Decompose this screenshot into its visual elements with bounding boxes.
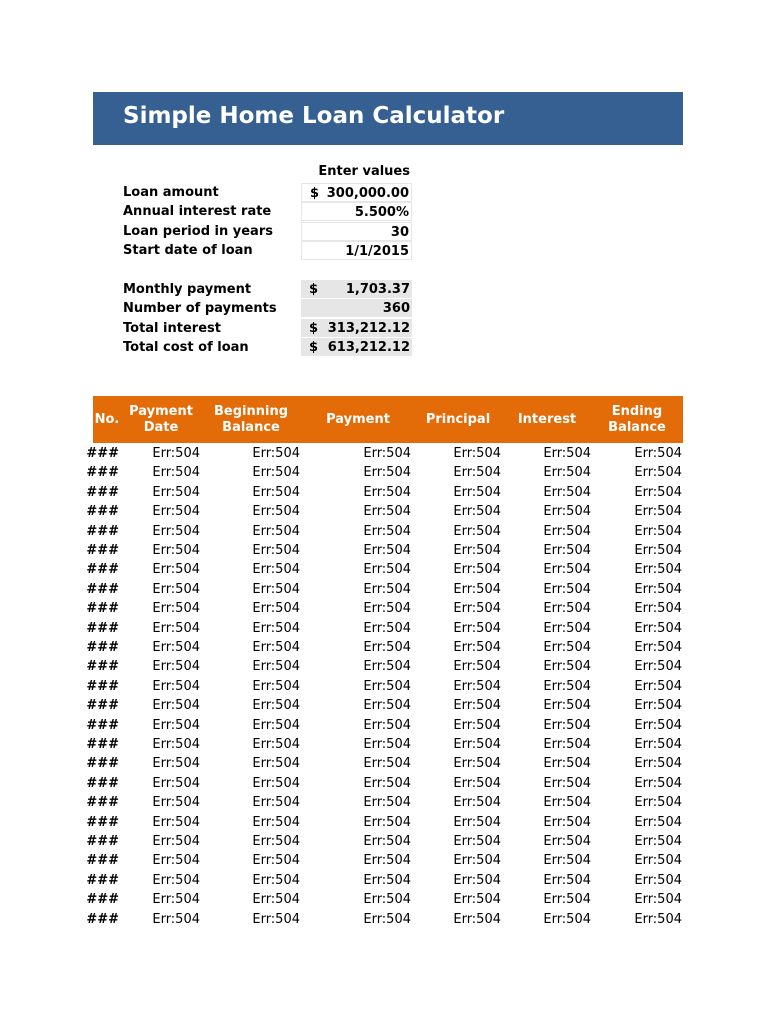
cell-no: ### <box>86 775 119 791</box>
cell-beginning-balance: Err:504 <box>252 659 300 675</box>
cell-beginning-balance: Err:504 <box>252 543 300 558</box>
cell-beginning-balance: Err:504 <box>252 911 300 927</box>
cell-payment: Err:504 <box>363 523 411 539</box>
page-title: Simple Home Loan Calculator <box>123 103 505 129</box>
cell-interest: Err:504 <box>543 543 591 558</box>
total-cost-value: 613,212.12 <box>327 340 410 355</box>
cell-ending-balance: Err:504 <box>634 659 682 675</box>
cell-interest: Err:504 <box>543 911 591 927</box>
cell-principal: Err:504 <box>453 659 501 675</box>
cell-no: ### <box>86 620 119 636</box>
cell-payment-date: Err:504 <box>152 911 200 927</box>
loan-amount-currency: $ <box>310 186 320 201</box>
table-row <box>0 774 770 793</box>
cell-no: ### <box>86 892 119 908</box>
table-row <box>0 871 770 890</box>
start-date-label: Start date of loan <box>123 243 253 258</box>
cell-interest: Err:504 <box>543 853 591 869</box>
cell-payment: Err:504 <box>363 737 411 752</box>
cell-no: ### <box>86 872 119 888</box>
monthly-payment-label: Monthly payment <box>123 282 252 297</box>
cell-interest: Err:504 <box>543 446 591 461</box>
cell-payment-date: Err:504 <box>152 562 200 578</box>
loan-period-value: 30 <box>390 225 409 240</box>
cell-payment-date: Err:504 <box>152 601 200 617</box>
total-cost-currency: $ <box>309 340 319 355</box>
cell-ending-balance: Err:504 <box>634 446 682 461</box>
cell-beginning-balance: Err:504 <box>252 581 300 597</box>
cell-ending-balance: Err:504 <box>634 698 682 714</box>
cell-principal: Err:504 <box>453 892 501 908</box>
cell-payment: Err:504 <box>363 562 411 578</box>
cell-principal: Err:504 <box>453 717 501 733</box>
cell-interest: Err:504 <box>543 775 591 791</box>
cell-ending-balance: Err:504 <box>634 737 682 752</box>
cell-payment: Err:504 <box>363 872 411 888</box>
cell-payment: Err:504 <box>363 795 411 811</box>
cell-ending-balance: Err:504 <box>634 834 682 849</box>
cell-no: ### <box>86 756 119 772</box>
cell-interest: Err:504 <box>543 698 591 714</box>
cell-ending-balance: Err:504 <box>634 640 682 655</box>
cell-ending-balance: Err:504 <box>634 465 682 481</box>
cell-payment-date: Err:504 <box>152 678 200 694</box>
cell-no: ### <box>86 737 119 752</box>
cell-ending-balance: Err:504 <box>634 562 682 578</box>
cell-payment-date: Err:504 <box>152 756 200 772</box>
table-row <box>0 560 770 579</box>
table-row <box>0 580 770 599</box>
cell-beginning-balance: Err:504 <box>252 601 300 617</box>
cell-payment: Err:504 <box>363 678 411 694</box>
monthly-payment-currency: $ <box>309 282 319 297</box>
cell-ending-balance: Err:504 <box>634 911 682 927</box>
table-row <box>0 793 770 812</box>
col-header-beginning-balance: Beginning Balance <box>213 403 288 435</box>
cell-beginning-balance: Err:504 <box>252 620 300 636</box>
table-row <box>0 716 770 735</box>
interest-rate-value: 5.500% <box>354 205 409 220</box>
cell-payment: Err:504 <box>363 640 411 655</box>
cell-payment-date: Err:504 <box>152 814 200 830</box>
num-payments-label: Number of payments <box>123 301 277 316</box>
cell-principal: Err:504 <box>453 640 501 655</box>
cell-ending-balance: Err:504 <box>634 484 682 500</box>
cell-payment: Err:504 <box>363 543 411 558</box>
table-row <box>0 502 770 521</box>
cell-no: ### <box>86 834 119 849</box>
cell-ending-balance: Err:504 <box>634 581 682 597</box>
cell-ending-balance: Err:504 <box>634 543 682 558</box>
cell-payment: Err:504 <box>363 698 411 714</box>
cell-payment: Err:504 <box>363 853 411 869</box>
cell-payment-date: Err:504 <box>152 465 200 481</box>
loan-period-input[interactable] <box>301 222 412 241</box>
total-interest-label: Total interest <box>123 321 221 336</box>
cell-payment-date: Err:504 <box>152 775 200 791</box>
table-row <box>0 754 770 773</box>
cell-interest: Err:504 <box>543 737 591 752</box>
cell-principal: Err:504 <box>453 562 501 578</box>
cell-principal: Err:504 <box>453 504 501 520</box>
cell-payment-date: Err:504 <box>152 834 200 849</box>
cell-payment-date: Err:504 <box>152 446 200 461</box>
cell-beginning-balance: Err:504 <box>252 892 300 908</box>
cell-no: ### <box>86 717 119 733</box>
cell-payment-date: Err:504 <box>152 795 200 811</box>
col-header-payment: Payment <box>326 411 390 427</box>
cell-no: ### <box>86 504 119 520</box>
cell-no: ### <box>86 853 119 869</box>
table-row <box>0 599 770 618</box>
cell-principal: Err:504 <box>453 523 501 539</box>
cell-ending-balance: Err:504 <box>634 504 682 520</box>
cell-principal: Err:504 <box>453 756 501 772</box>
total-cost-label: Total cost of loan <box>123 340 249 355</box>
table-row <box>0 910 770 929</box>
cell-principal: Err:504 <box>453 620 501 636</box>
cell-principal: Err:504 <box>453 775 501 791</box>
cell-principal: Err:504 <box>453 601 501 617</box>
cell-interest: Err:504 <box>543 504 591 520</box>
cell-payment: Err:504 <box>363 620 411 636</box>
cell-interest: Err:504 <box>543 814 591 830</box>
cell-ending-balance: Err:504 <box>634 853 682 869</box>
table-row <box>0 541 770 560</box>
total-interest-output <box>301 319 412 338</box>
cell-beginning-balance: Err:504 <box>252 562 300 578</box>
cell-interest: Err:504 <box>543 640 591 655</box>
cell-ending-balance: Err:504 <box>634 892 682 908</box>
cell-beginning-balance: Err:504 <box>252 523 300 539</box>
cell-no: ### <box>86 814 119 830</box>
cell-payment-date: Err:504 <box>152 892 200 908</box>
cell-ending-balance: Err:504 <box>634 620 682 636</box>
cell-interest: Err:504 <box>543 601 591 617</box>
cell-no: ### <box>86 484 119 500</box>
cell-interest: Err:504 <box>543 659 591 675</box>
start-date-value: 1/1/2015 <box>345 244 409 259</box>
cell-payment: Err:504 <box>363 504 411 520</box>
cell-principal: Err:504 <box>453 814 501 830</box>
cell-principal: Err:504 <box>453 911 501 927</box>
cell-payment: Err:504 <box>363 659 411 675</box>
cell-beginning-balance: Err:504 <box>252 737 300 752</box>
cell-ending-balance: Err:504 <box>634 678 682 694</box>
total-interest-currency: $ <box>309 321 319 336</box>
cell-payment: Err:504 <box>363 717 411 733</box>
cell-ending-balance: Err:504 <box>634 872 682 888</box>
total-cost-output <box>301 338 412 357</box>
cell-payment: Err:504 <box>363 465 411 481</box>
cell-principal: Err:504 <box>453 834 501 849</box>
cell-beginning-balance: Err:504 <box>252 872 300 888</box>
interest-rate-label: Annual interest rate <box>123 204 272 219</box>
cell-ending-balance: Err:504 <box>634 814 682 830</box>
cell-no: ### <box>86 523 119 539</box>
cell-beginning-balance: Err:504 <box>252 834 300 849</box>
cell-interest: Err:504 <box>543 581 591 597</box>
cell-beginning-balance: Err:504 <box>252 504 300 520</box>
col-header-principal: Principal <box>425 411 491 427</box>
table-row <box>0 619 770 638</box>
cell-principal: Err:504 <box>453 543 501 558</box>
cell-no: ### <box>86 795 119 811</box>
cell-payment-date: Err:504 <box>152 504 200 520</box>
cell-principal: Err:504 <box>453 446 501 461</box>
cell-payment: Err:504 <box>363 446 411 461</box>
cell-payment-date: Err:504 <box>152 484 200 500</box>
cell-payment-date: Err:504 <box>152 581 200 597</box>
cell-interest: Err:504 <box>543 523 591 539</box>
cell-payment-date: Err:504 <box>152 737 200 752</box>
table-row <box>0 522 770 541</box>
loan-period-label: Loan period in years <box>123 224 273 239</box>
cell-interest: Err:504 <box>543 465 591 481</box>
cell-ending-balance: Err:504 <box>634 601 682 617</box>
start-date-input[interactable] <box>301 241 412 260</box>
cell-no: ### <box>86 640 119 655</box>
cell-payment-date: Err:504 <box>152 620 200 636</box>
cell-no: ### <box>86 678 119 694</box>
cell-interest: Err:504 <box>543 562 591 578</box>
cell-no: ### <box>86 581 119 597</box>
cell-beginning-balance: Err:504 <box>252 756 300 772</box>
cell-interest: Err:504 <box>543 756 591 772</box>
table-row <box>0 735 770 754</box>
table-row <box>0 483 770 502</box>
cell-principal: Err:504 <box>453 465 501 481</box>
cell-payment: Err:504 <box>363 484 411 500</box>
cell-no: ### <box>86 543 119 558</box>
monthly-payment-output <box>301 280 412 299</box>
cell-payment-date: Err:504 <box>152 698 200 714</box>
title-bar <box>93 92 683 145</box>
table-row <box>0 813 770 832</box>
cell-principal: Err:504 <box>453 872 501 888</box>
cell-beginning-balance: Err:504 <box>252 446 300 461</box>
cell-interest: Err:504 <box>543 484 591 500</box>
cell-beginning-balance: Err:504 <box>252 717 300 733</box>
col-header-interest: Interest <box>517 411 577 427</box>
total-interest-value: 313,212.12 <box>327 321 410 336</box>
col-header-payment-date: Payment Date <box>129 403 193 435</box>
num-payments-value: 360 <box>382 301 410 316</box>
cell-principal: Err:504 <box>453 853 501 869</box>
cell-payment-date: Err:504 <box>152 659 200 675</box>
table-row <box>0 677 770 696</box>
cell-payment: Err:504 <box>363 892 411 908</box>
loan-amount-value: 300,000.00 <box>326 186 409 201</box>
cell-beginning-balance: Err:504 <box>252 465 300 481</box>
cell-interest: Err:504 <box>543 872 591 888</box>
cell-ending-balance: Err:504 <box>634 775 682 791</box>
cell-payment-date: Err:504 <box>152 543 200 558</box>
cell-no: ### <box>86 911 119 927</box>
cell-ending-balance: Err:504 <box>634 523 682 539</box>
cell-payment: Err:504 <box>363 814 411 830</box>
cell-beginning-balance: Err:504 <box>252 795 300 811</box>
cell-interest: Err:504 <box>543 892 591 908</box>
col-header-ending-balance: Ending Balance <box>608 403 666 435</box>
loan-amount-input[interactable] <box>301 183 412 202</box>
cell-beginning-balance: Err:504 <box>252 640 300 655</box>
cell-beginning-balance: Err:504 <box>252 484 300 500</box>
cell-payment: Err:504 <box>363 911 411 927</box>
table-row <box>0 638 770 657</box>
monthly-payment-value: 1,703.37 <box>345 282 410 297</box>
cell-interest: Err:504 <box>543 834 591 849</box>
cell-beginning-balance: Err:504 <box>252 698 300 714</box>
table-row <box>0 463 770 482</box>
cell-ending-balance: Err:504 <box>634 795 682 811</box>
cell-payment: Err:504 <box>363 834 411 849</box>
cell-payment-date: Err:504 <box>152 523 200 539</box>
schedule-header <box>93 396 683 443</box>
cell-no: ### <box>86 562 119 578</box>
cell-ending-balance: Err:504 <box>634 717 682 733</box>
interest-rate-input[interactable] <box>301 202 412 221</box>
cell-ending-balance: Err:504 <box>634 756 682 772</box>
cell-principal: Err:504 <box>453 737 501 752</box>
cell-no: ### <box>86 446 119 461</box>
cell-beginning-balance: Err:504 <box>252 678 300 694</box>
table-row <box>0 444 770 463</box>
cell-principal: Err:504 <box>453 698 501 714</box>
loan-amount-label: Loan amount <box>123 185 219 200</box>
cell-payment: Err:504 <box>363 775 411 791</box>
table-row <box>0 851 770 870</box>
cell-payment: Err:504 <box>363 581 411 597</box>
cell-interest: Err:504 <box>543 678 591 694</box>
col-header-no: No. <box>94 411 120 427</box>
cell-interest: Err:504 <box>543 717 591 733</box>
cell-no: ### <box>86 659 119 675</box>
cell-beginning-balance: Err:504 <box>252 814 300 830</box>
cell-no: ### <box>86 601 119 617</box>
cell-interest: Err:504 <box>543 620 591 636</box>
cell-beginning-balance: Err:504 <box>252 775 300 791</box>
table-row <box>0 832 770 851</box>
enter-values-header: Enter values <box>318 164 410 179</box>
cell-payment-date: Err:504 <box>152 853 200 869</box>
cell-beginning-balance: Err:504 <box>252 853 300 869</box>
table-row <box>0 890 770 909</box>
table-row <box>0 696 770 715</box>
num-payments-output <box>301 299 412 318</box>
cell-payment-date: Err:504 <box>152 872 200 888</box>
table-row <box>0 657 770 676</box>
cell-interest: Err:504 <box>543 795 591 811</box>
cell-no: ### <box>86 698 119 714</box>
cell-principal: Err:504 <box>453 678 501 694</box>
cell-payment-date: Err:504 <box>152 717 200 733</box>
cell-payment-date: Err:504 <box>152 640 200 655</box>
cell-no: ### <box>86 465 119 481</box>
cell-principal: Err:504 <box>453 795 501 811</box>
cell-principal: Err:504 <box>453 581 501 597</box>
cell-payment: Err:504 <box>363 601 411 617</box>
cell-principal: Err:504 <box>453 484 501 500</box>
cell-payment: Err:504 <box>363 756 411 772</box>
